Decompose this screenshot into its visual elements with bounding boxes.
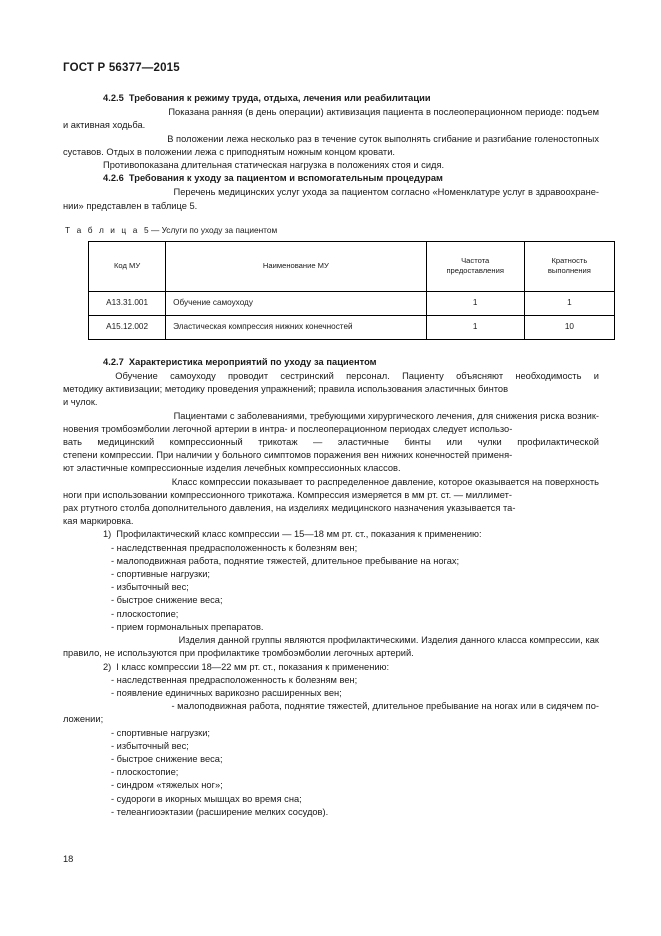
paragraph-4-2-5-3: Противопоказана длительная статическая нагрузка в положениях стоя и сидя.	[103, 160, 445, 171]
page-content	[63, 92, 599, 819]
table-head	[89, 241, 615, 291]
text-line: ложении;	[63, 714, 104, 725]
page-header-standard-number: ГОСТ Р 56377—2015	[63, 62, 180, 74]
list-item: - спортивные нагрузки;	[111, 569, 210, 580]
table-caption	[65, 224, 599, 236]
paragraph-4-2-5-1	[63, 106, 599, 132]
text-line: Изделия данной группы являются профилактическими. Изделия данного класса компрессии, как	[178, 635, 599, 646]
paragraph-4-2-7-1	[63, 370, 599, 410]
text-line: новения тромбоэмболии легочной артерии в интра- и послеоперационном периодах следует использо-	[63, 423, 513, 434]
list-item: - плоскостопие;	[111, 608, 179, 619]
text-line: В положении лежа несколько раз в течение суток выполнять сгибание и разгибание голеностопных	[167, 133, 599, 144]
text-line: - малоподвижная работа, поднятие тяжестей, длительное пребывание на ногах или в сидячем по-	[171, 701, 599, 712]
section-number: 4.2.7	[103, 356, 124, 367]
cell-code: А13.31.001	[89, 291, 166, 315]
section-heading-4-2-7	[63, 356, 599, 369]
list-item: - быстрое снижение веса;	[111, 595, 223, 606]
numbered-item-1	[63, 528, 599, 541]
text-line: Обучение самоуходу проводит сестринский персонал. Пациенту объясняют необходимость и	[115, 371, 599, 382]
cell-frequency: 1	[426, 291, 524, 315]
section-title: Характеристика мероприятий по уходу за пациентом	[128, 356, 377, 367]
section-heading-4-2-5	[63, 92, 599, 105]
text-line: вать медицинский компрессионный трикотаж — эластичные бинты или чулки профилактической	[63, 437, 599, 448]
services-table	[88, 241, 615, 340]
table-header-multiplicity: Кратность выполнения	[524, 241, 614, 291]
list-item: - прием гормональных препаратов.	[111, 621, 264, 632]
table-header-row	[89, 241, 615, 291]
cell-frequency: 1	[426, 315, 524, 339]
table-row	[89, 291, 615, 315]
list-item: - судороги в икорных мышцах во время сна;	[111, 793, 302, 804]
section-title: Требования к уходу за пациентом и вспомогательным процедурам	[128, 173, 443, 184]
section-number: 4.2.6	[103, 173, 124, 184]
cell-name: Эластическая компрессия нижних конечностей	[166, 315, 426, 339]
table-caption-number: 5	[144, 224, 149, 235]
text-line: степени компрессии. При наличии у больного симптомов поражения вен нижних конечностей применя-	[63, 450, 513, 461]
item-text: Профилактический класс компрессии — 15—18 мм рт. ст., показания к применению:	[116, 529, 482, 540]
table-header-code: Код МУ	[89, 241, 166, 291]
list-item: - быстрое снижение веса;	[111, 753, 223, 764]
section-heading-4-2-6	[63, 172, 599, 185]
list-item: - избыточный вес;	[111, 582, 189, 593]
page-number: 18	[63, 854, 74, 864]
list-item: - малоподвижная работа, поднятие тяжестей, длительное пребывание на ногах;	[111, 555, 460, 566]
list-item: - избыточный вес;	[111, 740, 189, 751]
text-line: рах ртутного столба дополнительного давления, на изделиях медицинского назначения указывается та-	[63, 503, 516, 514]
text-line: Пациентами с заболеваниями, требующими хирургического лечения, для снижения риска возник-	[173, 410, 599, 421]
table-header-frequency: Частота предоставления	[426, 241, 524, 291]
table-body	[89, 291, 615, 339]
section-title: Требования к режиму труда, отдыха, лечения или реабилитации	[128, 93, 431, 103]
list-item: - телеангиоэктазии (расширение мелких сосудов).	[111, 806, 329, 817]
list-item: - наследственная предрасположенность к болезням вен;	[111, 674, 358, 685]
cell-multiplicity: 10	[524, 315, 614, 339]
numbered-item-2	[63, 661, 599, 674]
list-item: - наследственная предрасположенность к болезням вен;	[111, 542, 358, 553]
item-number: 1)	[103, 529, 112, 540]
text-line: ноги при использовании компрессионного трикотажа. Компрессия измеряется в мм рт. ст. — миллимет-	[63, 489, 513, 500]
text-line: суставов. Отдых в положении лежа с приподнятым ножным концом кровати.	[63, 146, 395, 157]
cell-multiplicity: 1	[524, 291, 614, 315]
text-line: Класс компрессии показывает то распределенное давление, которое оказывается на поверхность	[171, 476, 599, 487]
paragraph-4-2-5-2	[63, 133, 599, 159]
cell-code: А15.12.002	[89, 315, 166, 339]
text-line: методику активизации; методику проведения упражнений; правила использования эластичных бинтов	[63, 384, 509, 395]
text-line: и чулок.	[63, 397, 98, 408]
list-item: - плоскостопие;	[111, 767, 179, 778]
list-item: - появление единичных варикозно расширенных вен;	[111, 687, 342, 698]
text-line: нии» представлен в таблице 5.	[63, 200, 198, 211]
paragraph-4-2-7-2	[63, 410, 599, 476]
table-header-name: Наименование МУ	[166, 241, 426, 291]
table-row	[89, 315, 615, 339]
list-item: - синдром «тяжелых ног»;	[111, 780, 223, 791]
paragraph-item1-note	[63, 634, 599, 660]
table-caption-title: Услуги по уходу за пациентом	[161, 224, 278, 235]
list-item: - спортивные нагрузки;	[111, 727, 210, 738]
text-line: кая маркировка.	[63, 516, 134, 527]
table-caption-label: Т а б л и ц а	[65, 224, 140, 235]
table-caption-dash: —	[150, 224, 160, 235]
list-item-wrapped	[63, 700, 599, 726]
paragraph-4-2-6-1	[63, 186, 599, 212]
text-line: ют эластичные компрессионные изделия лечебных компрессионных классов.	[63, 463, 401, 474]
item-text: I класс компрессии 18—22 мм рт. ст., показания к применению:	[116, 661, 390, 672]
cell-name: Обучение самоуходу	[166, 291, 426, 315]
paragraph-4-2-7-3	[63, 476, 599, 529]
text-line: Перечень медицинских услуг ухода за пациентом согласно «Номенклатуре услуг в здравоохране-	[173, 187, 599, 198]
text-line: правило, не используются при профилактике тромбоэмболии легочных артерий.	[63, 648, 414, 659]
text-line: Показана ранняя (в день операции) активизация пациента в послеоперационном периоде: подъем	[168, 107, 599, 118]
text-line: и активная ходьба.	[63, 120, 146, 131]
item-number: 2)	[103, 661, 112, 672]
section-number: 4.2.5	[103, 93, 124, 103]
